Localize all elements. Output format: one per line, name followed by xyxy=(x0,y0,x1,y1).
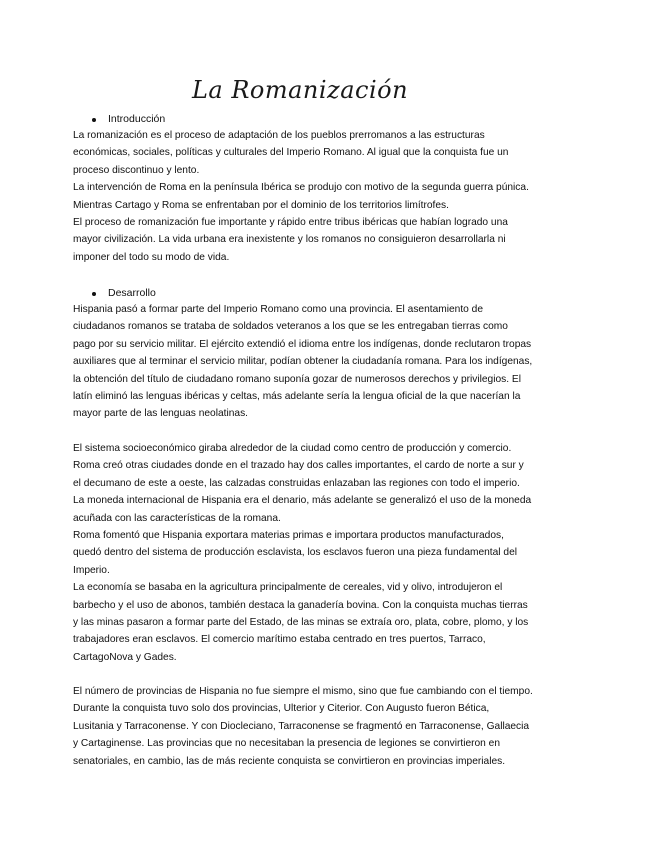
section-body-introduccion xyxy=(73,127,533,266)
text-line: La intervención de Roma en la península Ibérica se produjo con motivo de la segunda guerra púnica. xyxy=(73,182,529,194)
text-line: La economía se basaba en la agricultura principalmente de cereales, vid y olivo, introdujeron el xyxy=(73,582,503,594)
text-line: mayor parte de las lenguas neolatinas. xyxy=(73,408,248,420)
section-body-desarrollo-p3 xyxy=(73,683,533,770)
section-heading-desarrollo xyxy=(92,286,156,300)
text-line: pago por su servicio militar. El ejército extendió el idioma entre los indígenas, donde reclutaron tropas xyxy=(73,338,532,350)
text-line: Imperio. xyxy=(73,564,110,576)
text-line: trabajadores eran esclavos. El comercio marítimo estaba centrado en tres puertos, Tarraco, xyxy=(73,634,486,646)
page-title: La Romanización xyxy=(191,76,409,104)
text-line: el decumano de este a oeste, las calzadas construidas enlazaban las regiones con todo el imperio. xyxy=(73,477,520,489)
bullet-icon xyxy=(92,292,96,296)
text-line: y Cartaginense. Las provincias que no necesitaban la presencia de legiones se convirtieron en xyxy=(73,738,501,750)
bullet-icon xyxy=(92,118,96,122)
text-line: Lusitania y Tarraconense. Y con Diocleciano, Tarraconense se fragmentó en Tarraconense, Gallaecia xyxy=(73,720,530,732)
text-line: Hispania pasó a formar parte del Imperio Romano como una provincia. El asentamiento de xyxy=(73,304,483,315)
text-line: auxiliares que al terminar el servicio militar, podían obtener la ciudadanía romana. Para los indígenas, xyxy=(73,356,533,368)
text-line: El número de provincias de Hispania no fue siempre el mismo, sino que fue cambiando con el tiempo. xyxy=(73,686,533,697)
text-line: La moneda internacional de Hispania era el denario, más adelante se generalizó el uso de la moneda xyxy=(73,495,532,507)
section-heading-label: Desarrollo xyxy=(108,287,156,299)
text-line: El proceso de romanización fue importante y rápido entre tribus ibéricas que habían logrado una xyxy=(73,217,508,229)
section-body-desarrollo-p2 xyxy=(73,440,533,666)
text-line: latín eliminó las lenguas ibéricas y celtas, más adelante sería la lengua oficial de la que nacerían la xyxy=(73,391,521,403)
text-line: El sistema socioeconómico giraba alrededor de la ciudad como centro de producción y comercio. xyxy=(73,443,512,454)
text-line: acuñada con las características de la romana. xyxy=(73,512,281,524)
text-line: imponer del todo su modo de vida. xyxy=(73,251,230,263)
section-heading-label: Introducción xyxy=(108,113,166,125)
text-line: Roma fomentó que Hispania exportara materias primas e importara productos manufacturados, xyxy=(73,530,504,542)
text-line: económicas, sociales, políticas y culturales del Imperio Romano. Al igual que la conquista fue un xyxy=(73,147,509,159)
text-line: Roma creó otras ciudades donde en el trazado hay dos calles importantes, el cardo de norte a sur y xyxy=(73,460,524,472)
text-line: y las minas pasaron a formar parte del Estado, de las minas se extraía oro, plata, cobre, plomo, y los xyxy=(73,617,529,629)
text-line: Mientras Cartago y Roma se enfrentaban por el dominio de los territorios limítrofes. xyxy=(73,199,449,211)
text-line: quedó dentro del sistema de producción esclavista, los esclavos fueron una pieza fundamental del xyxy=(73,547,517,559)
text-line: Durante la conquista tuvo solo dos provincias, Ulterior y Citerior. Con Augusto fueron Bética, xyxy=(73,703,490,715)
text-line: senatoriales, en cambio, las de más reciente conquista se convirtieron en provincias imperiales. xyxy=(73,755,506,767)
section-heading-introduccion xyxy=(92,112,165,126)
text-line: CartagoNova y Gades. xyxy=(73,651,177,663)
text-line: la obtención del título de ciudadano romano suponía gozar de numerosos derechos y privilegios. El xyxy=(73,373,521,385)
text-line: mayor civilización. La vida urbana era inexistente y los romanos no consiguieron desarrollarla ni xyxy=(73,234,506,246)
text-line: La romanización es el proceso de adaptación de los pueblos prerromanos a las estructuras xyxy=(73,130,485,141)
section-body-desarrollo-p1 xyxy=(73,301,533,423)
text-line: proceso discontinuo y lento. xyxy=(73,164,200,176)
text-line: barbecho y el uso de abonos, también destaca la ganadería bovina. Con la conquista muchas tierras xyxy=(73,599,528,611)
text-line: ciudadanos romanos se trataba de soldados veteranos a los que se les entregaban tierras como xyxy=(73,321,508,333)
